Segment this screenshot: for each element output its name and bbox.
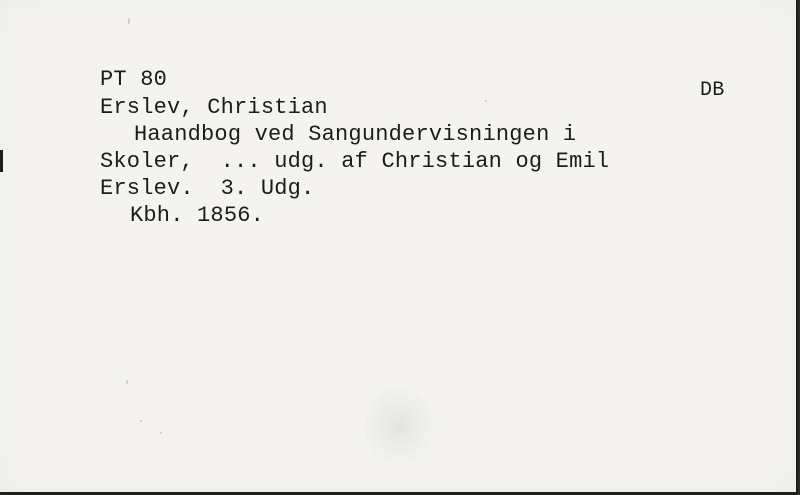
paper-speck <box>126 380 128 384</box>
title-line-1: Haandbog ved Sangundervisningen i <box>134 122 577 147</box>
paper-stain <box>365 388 433 464</box>
imprint-line: Kbh. 1856. <box>130 203 265 228</box>
card-edge-mark <box>0 150 3 172</box>
paper-speck <box>160 432 162 434</box>
author-heading: Erslev, Christian <box>100 95 328 120</box>
location-code: DB <box>700 79 725 102</box>
call-number: PT 80 <box>100 67 168 92</box>
paper-speck <box>140 420 142 422</box>
paper-speck <box>128 18 130 24</box>
title-line-3: Erslev. 3. Udg. <box>100 176 315 201</box>
title-line-2: Skoler, ... udg. af Christian og Emil <box>100 149 610 174</box>
paper-speck <box>485 100 487 102</box>
